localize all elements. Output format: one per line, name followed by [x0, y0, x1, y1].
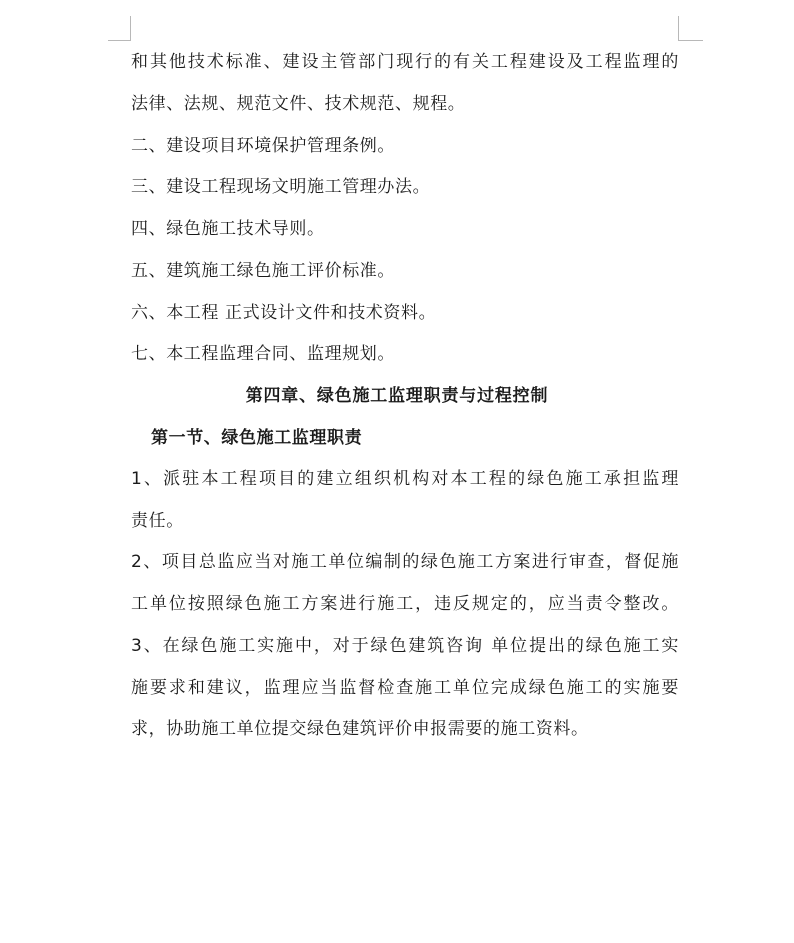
paragraph-line: 工单位按照绿色施工方案进行施工，违反规定的，应当责令整改。	[131, 594, 679, 614]
paragraph-line: 2、项目总监应当对施工单位编制的绿色施工方案进行审查，督促施	[131, 552, 679, 572]
crop-mark-top-left	[108, 16, 131, 41]
list-item: 六、本工程 正式设计文件和技术资料。	[131, 303, 437, 323]
crop-mark-top-right	[678, 16, 703, 41]
paragraph-line: 施要求和建议，监理应当监督检查施工单位完成绿色施工的实施要	[131, 678, 679, 698]
list-item: 二、建设项目环境保护管理条例。	[131, 136, 395, 156]
section-title: 第一节、绿色施工监理职责	[151, 428, 363, 448]
chapter-title: 第四章、绿色施工监理职责与过程控制	[245, 386, 549, 406]
list-item: 七、本工程监理合同、监理规划。	[131, 344, 395, 364]
paragraph-line: 1、派驻本工程项目的建立组织机构对本工程的绿色施工承担监理	[131, 469, 679, 489]
paragraph-line: 3、在绿色施工实施中，对于绿色建筑咨询 单位提出的绿色施工实	[131, 636, 679, 656]
paragraph-line: 法律、法规、规范文件、技术规范、规程。	[131, 94, 466, 114]
list-item: 三、建设工程现场文明施工管理办法。	[131, 177, 431, 197]
list-item: 五、建筑施工绿色施工评价标准。	[131, 261, 395, 281]
paragraph-line: 求，协助施工单位提交绿色建筑评价申报需要的施工资料。	[131, 719, 589, 739]
paragraph-line: 和其他技术标准、建设主管部门现行的有关工程建设及工程监理的	[131, 52, 679, 72]
paragraph-line: 责任。	[131, 511, 184, 531]
list-item: 四、绿色施工技术导则。	[131, 219, 325, 239]
